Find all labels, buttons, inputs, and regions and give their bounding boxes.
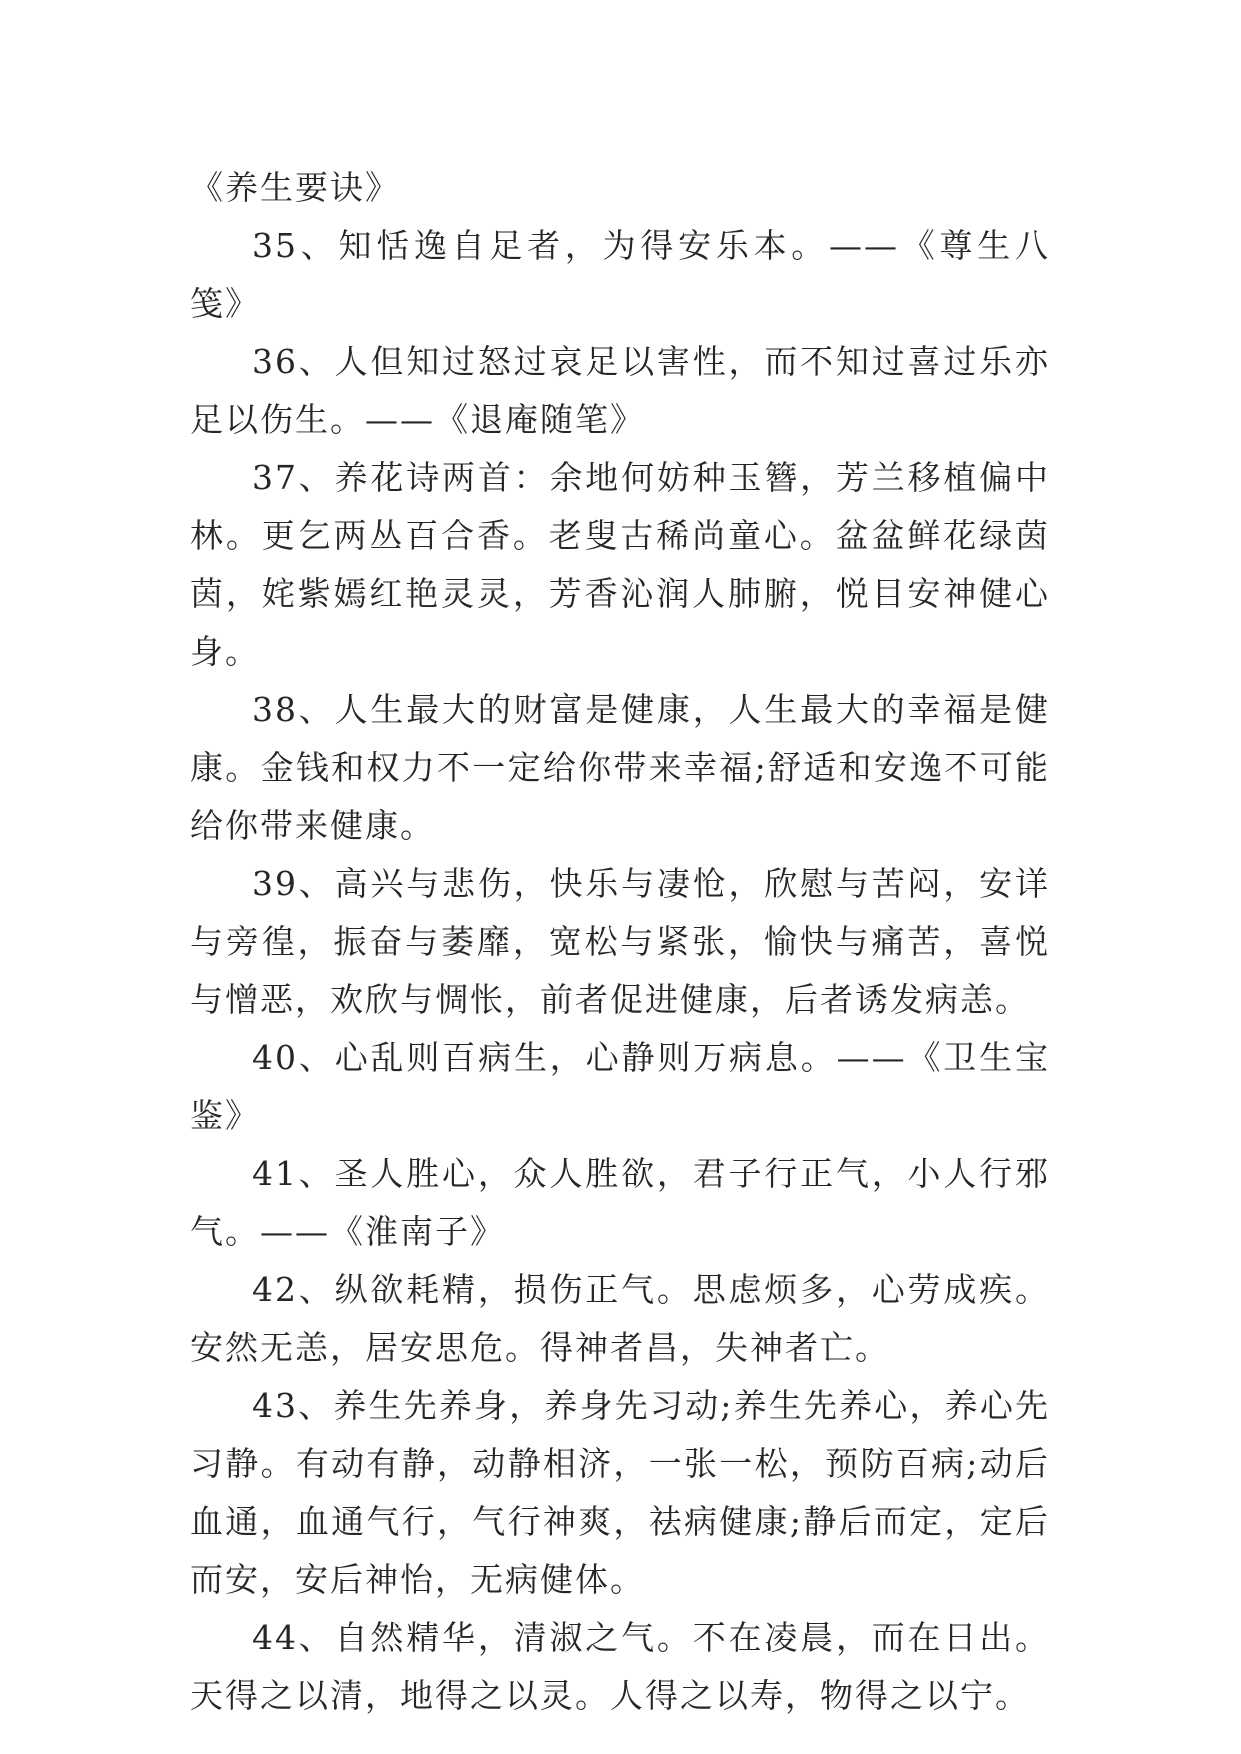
document-body <box>190 159 1050 1725</box>
paragraph-43: 43、养生先养身，养身先习动;养生先养心，养心先习静。有动有静，动静相济，一张一松，预防百病;动后血通，血通气行，气行神爽，祛病健康;静后而定，定后而安，安后神怡，无病健体。 <box>190 1386 1050 1599</box>
paragraph-38: 38、人生最大的财富是健康，人生最大的幸福是健康。金钱和权力不一定给你带来幸福;舒适和安逸不可能给你带来健康。 <box>190 690 1050 845</box>
paragraph-41: 41、圣人胜心，众人胜欲，君子行正气，小人行邪气。——《淮南子》 <box>190 1154 1050 1251</box>
paragraph-37: 37、养花诗两首：余地何妨种玉簪，芳兰移植偏中林。更乞两丛百合香。老叟古稀尚童心。盆盆鲜花绿茵茵，姹紫嫣红艳灵灵，芳香沁润人肺腑，悦目安神健心身。 <box>190 458 1050 671</box>
paragraph-36: 36、人但知过怒过哀足以害性，而不知过喜过乐亦足以伤生。——《退庵随笔》 <box>190 342 1050 439</box>
paragraph-39: 39、高兴与悲伤，快乐与凄怆，欣慰与苦闷，安详与旁徨，振奋与萎靡，宽松与紧张，愉快与痛苦，喜悦与憎恶，欢欣与惆怅，前者促进健康，后者诱发病恙。 <box>190 864 1050 1019</box>
paragraph-35: 35、知恬逸自足者，为得安乐本。——《尊生八笺》 <box>190 226 1050 323</box>
paragraph-42: 42、纵欲耗精，损伤正气。思虑烦多，心劳成疾。安然无恙，居安思危。得神者昌，失神者亡。 <box>190 1270 1050 1367</box>
paragraph-44: 44、自然精华，清淑之气。不在凌晨，而在日出。天得之以清，地得之以灵。人得之以寿，物得之以宁。 <box>190 1618 1050 1715</box>
paragraph-title-fragment: 《养生要诀》 <box>190 168 400 207</box>
paragraph-40: 40、心乱则百病生，心静则万病息。——《卫生宝鉴》 <box>190 1038 1050 1135</box>
